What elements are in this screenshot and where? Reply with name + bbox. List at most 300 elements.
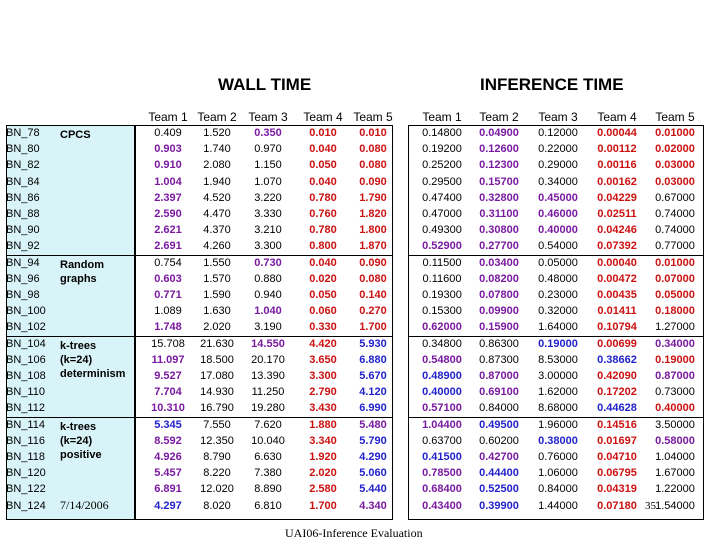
inference-time-cell: 0.77000 (655, 240, 695, 253)
inference-time-cell: 0.68400 (422, 483, 462, 496)
wall-header-team-4: Team 4 (303, 110, 343, 124)
inference-time-cell: 0.41500 (422, 451, 462, 463)
inference-time-cell: 0.44400 (479, 467, 519, 480)
inference-time-cell: 0.12000 (538, 127, 578, 139)
network-name (6, 483, 134, 495)
wall-time-cell: 1.070 (254, 175, 282, 188)
inference-time-cell: 0.57100 (422, 402, 462, 415)
wall-time-cell: 3.300 (254, 240, 282, 253)
inference-time-cell: 0.87000 (655, 370, 695, 382)
wall-time-cell: 0.010 (309, 127, 337, 139)
inference-time-cell: 0.43400 (422, 499, 462, 512)
wall-time-cell: 6.880 (359, 353, 387, 366)
wall-time-cell: 5.670 (359, 370, 387, 382)
wall-time-cell: 14.550 (251, 337, 285, 350)
wall-time-cell: 0.080 (359, 272, 387, 285)
inference-time-cell: 0.19000 (655, 353, 695, 366)
inference-time-cell: 0.29000 (538, 159, 578, 172)
network-name-label: BN_116 (6, 434, 45, 447)
wall-time-cell: 3.210 (254, 224, 282, 237)
inference-time-cell: 0.29500 (422, 175, 462, 188)
wall-time-cell: 0.010 (359, 127, 387, 139)
network-name-label: BN_118 (6, 451, 45, 463)
network-name-label: BN_90 (6, 224, 40, 237)
wall-time-cell: 4.520 (203, 191, 231, 204)
inference-time-cell: 0.45000 (538, 191, 578, 204)
wall-time-cell: 0.409 (154, 127, 182, 139)
wall-time-cell: 0.090 (359, 175, 387, 188)
inference-time-cell: 0.49300 (422, 224, 462, 237)
inference-time-cell: 0.01000 (655, 127, 695, 139)
network-name (6, 321, 134, 333)
wall-time-cell: 13.390 (251, 370, 285, 382)
wall-time-cell: 0.730 (254, 256, 282, 269)
inference-time-cell: 0.39900 (479, 499, 519, 512)
inference-time-cell: 0.22000 (538, 143, 578, 156)
group-separator (134, 417, 392, 418)
wall-time-cell: 0.903 (154, 143, 182, 156)
network-name (6, 208, 134, 220)
inference-time-cell: 8.68000 (538, 402, 578, 415)
inference-time-cell: 0.34800 (422, 337, 462, 350)
wall-time-cell: 3.330 (254, 208, 282, 220)
wall-time-cell: 11.250 (251, 386, 285, 399)
group-separator (408, 336, 703, 337)
network-name (6, 159, 134, 171)
network-name-label: BN_84 (6, 175, 40, 188)
wall-time-cell: 3.650 (309, 353, 337, 366)
wall-time-cell: 2.691 (154, 240, 182, 253)
group-separator (408, 417, 703, 418)
network-name-label: BN_82 (6, 159, 40, 172)
network-name (6, 240, 134, 252)
footer-date: 7/14/2006 (60, 498, 109, 512)
wall-time-cell: 1.630 (203, 305, 231, 318)
network-name-label: BN_106 (6, 353, 46, 366)
wall-time-cell: 9.527 (154, 370, 182, 382)
inference-time-cell: 0.25200 (422, 159, 462, 172)
wall-time-cell: 0.771 (154, 289, 182, 301)
network-name (6, 143, 134, 155)
inference-time-cell: 0.00162 (597, 175, 637, 188)
wall-time-cell: 4.370 (203, 224, 231, 237)
wall-time-cell: 0.270 (359, 305, 387, 318)
wall-time-cell: 0.350 (254, 127, 282, 139)
wall-time-cell: 10.040 (251, 434, 285, 447)
wall-time-cell: 7.550 (203, 418, 231, 431)
inference-time-cell: 0.07000 (655, 272, 695, 285)
inference-time-cell: 0.14800 (422, 127, 462, 139)
wall-time-cell: 19.280 (251, 402, 285, 415)
inference-time-cell: 1.22000 (655, 483, 695, 496)
network-name-label: BN_80 (6, 143, 40, 156)
inference-time-cell: 0.23000 (538, 289, 578, 301)
inference-time-cell: 0.18000 (655, 305, 695, 318)
wall-time-cell: 5.060 (359, 467, 387, 480)
inference-time-cell: 1.62000 (538, 386, 578, 399)
inference-time-cell: 0.34000 (655, 337, 695, 350)
wall-time-cell: 2.590 (154, 208, 182, 220)
inference-time-cell: 0.03400 (479, 256, 519, 269)
inference-time-cell: 0.12600 (479, 143, 519, 156)
wall-time-cell: 0.800 (309, 240, 337, 253)
wall-time-cell: 8.020 (203, 499, 231, 512)
inference-time-cell: 1.27000 (655, 321, 695, 334)
benchmark-group-label: Random graphs (60, 258, 104, 285)
network-name (6, 176, 134, 188)
inference-time-cell: 0.48000 (538, 272, 578, 285)
wall-time-cell: 17.080 (200, 370, 234, 382)
inference-time-cell: 3.50000 (655, 418, 695, 431)
group-separator (6, 336, 136, 337)
inference-time-cell: 0.27700 (479, 240, 519, 253)
inference-time-cell: 0.76000 (538, 451, 578, 463)
inference-time-cell: 0.87000 (479, 370, 519, 382)
wall-time-cell: 4.290 (359, 451, 387, 463)
inference-time-cell: 0.40000 (538, 224, 578, 237)
inference-time-cell: 0.04246 (597, 224, 637, 237)
wall-time-cell: 1.740 (203, 143, 231, 156)
inference-time-cell: 0.52500 (479, 483, 519, 496)
inference-time-cell: 0.32000 (538, 305, 578, 318)
inference-time-title: INFERENCE TIME (480, 75, 624, 94)
wall-time-cell: 0.090 (359, 256, 387, 269)
inference-time-cell: 0.84000 (538, 483, 578, 496)
inference-time-cell: 0.38000 (538, 434, 578, 447)
network-name (6, 305, 134, 317)
wall-header-team-2: Team 2 (197, 110, 237, 124)
inference-time-cell: 0.02511 (597, 208, 637, 220)
wall-time-cell: 4.260 (203, 240, 231, 253)
wall-time-cell: 4.470 (203, 208, 231, 220)
inference-time-cell: 0.40000 (655, 402, 695, 415)
inference-time-cell: 0.00699 (597, 337, 637, 350)
wall-time-cell: 1.940 (203, 175, 231, 188)
wall-header-team-5: Team 5 (353, 110, 393, 124)
inference-time-cell: 0.06795 (597, 467, 637, 480)
wall-time-cell: 0.080 (359, 159, 387, 172)
wall-time-cell: 15.708 (151, 337, 185, 350)
inference-time-cell: 0.00116 (597, 159, 637, 172)
wall-time-cell: 6.990 (359, 402, 387, 415)
group-separator (408, 255, 703, 256)
wall-time-cell: 1.920 (309, 451, 337, 463)
network-name-label: BN_88 (6, 208, 40, 220)
wall-time-cell: 4.340 (359, 499, 387, 512)
wall-time-cell: 11.097 (151, 353, 185, 366)
wall-time-cell: 7.380 (254, 467, 282, 480)
inference-time-cell: 0.32800 (479, 191, 519, 204)
inference-time-cell: 0.30800 (479, 224, 519, 237)
wall-time-cell: 3.300 (309, 370, 337, 382)
inference-time-cell: 0.47000 (422, 208, 462, 220)
inference-time-cell: 0.19300 (422, 289, 462, 301)
inference-header-team-2: Team 2 (479, 110, 519, 124)
inference-time-cell: 0.86300 (479, 337, 519, 350)
wall-time-cell: 6.810 (254, 499, 282, 512)
network-name (6, 224, 134, 236)
wall-time-cell: 1.880 (309, 418, 337, 431)
network-name-label: BN_92 (6, 240, 40, 253)
wall-header-team-3: Team 3 (248, 110, 288, 124)
wall-time-cell: 2.790 (309, 386, 337, 399)
wall-time-cell: 8.790 (203, 451, 231, 463)
network-name (6, 289, 134, 301)
inference-time-cell: 0.52900 (422, 240, 462, 253)
wall-time-cell: 12.350 (200, 434, 234, 447)
inference-time-cell: 0.08200 (479, 272, 519, 285)
wall-time-cell: 1.870 (359, 240, 387, 253)
inference-time-cell: 0.00112 (597, 143, 637, 156)
inference-time-cell: 0.14516 (597, 418, 637, 431)
inference-time-cell: 1.67000 (655, 467, 695, 480)
inference-time-cell: 1.64000 (538, 321, 578, 334)
inference-time-cell: 0.00472 (597, 272, 637, 285)
network-name (6, 467, 134, 479)
network-name-label: BN_100 (6, 305, 46, 318)
wall-time-cell: 1.089 (154, 305, 182, 318)
wall-time-cell: 7.704 (154, 386, 182, 399)
inference-time-cell: 0.87300 (479, 353, 519, 366)
inference-time-cell: 0.07800 (479, 289, 519, 301)
wall-time-cell: 10.310 (151, 402, 185, 415)
wall-time-cell: 8.890 (254, 483, 282, 496)
wall-time-cell: 3.220 (254, 191, 282, 204)
inference-time-cell: 0.04319 (597, 483, 637, 496)
wall-time-cell: 1.820 (359, 208, 387, 220)
wall-time-cell: 1.748 (154, 321, 182, 334)
wall-time-cell: 2.580 (309, 483, 337, 496)
inference-time-cell: 0.00435 (597, 289, 637, 301)
inference-time-cell: 0.69100 (479, 386, 519, 399)
wall-time-cell: 1.004 (154, 175, 182, 188)
wall-time-cell: 5.480 (359, 418, 387, 431)
wall-time-cell: 5.790 (359, 434, 387, 447)
inference-time-cell: 0.31100 (479, 208, 519, 220)
inference-time-cell: 0.15300 (422, 305, 462, 318)
wall-time-cell: 0.140 (359, 289, 387, 301)
inference-time-cell: 0.60200 (479, 434, 519, 447)
inference-time-cell: 0.47400 (422, 191, 462, 204)
benchmark-group-label: k-trees (k=24) determinism (60, 339, 126, 380)
inference-time-cell: 0.01411 (597, 305, 637, 318)
inference-time-cell: 1.04400 (422, 418, 462, 431)
inference-time-cell: 0.54000 (538, 240, 578, 253)
inference-time-cell: 0.09900 (479, 305, 519, 318)
inference-time-cell: 0.42700 (479, 451, 519, 463)
wall-time-cell: 5.930 (359, 337, 387, 350)
inference-time-cell: 0.17202 (597, 386, 637, 399)
wall-time-cell: 1.150 (254, 159, 282, 172)
inference-time-cell: 0.11500 (422, 256, 462, 269)
wall-time-cell: 2.080 (203, 159, 231, 172)
inference-time-cell: 0.44628 (597, 402, 637, 415)
wall-time-cell: 2.621 (154, 224, 182, 237)
inference-time-cell: 0.78500 (422, 467, 462, 480)
inference-time-cell: 1.54000 (655, 499, 695, 512)
inference-header-team-1: Team 1 (422, 110, 462, 124)
inference-time-cell: 0.04900 (479, 127, 519, 139)
wall-time-cell: 6.630 (254, 451, 282, 463)
inference-time-cell: 0.49500 (479, 418, 519, 431)
wall-time-cell: 4.420 (309, 337, 337, 350)
wall-time-cell: 0.780 (309, 191, 337, 204)
network-name-label: BN_98 (6, 289, 40, 301)
wall-time-cell: 0.970 (254, 143, 282, 156)
network-name-label: BN_110 (6, 386, 45, 399)
inference-time-cell: 0.00040 (597, 256, 637, 269)
inference-header-team-5: Team 5 (655, 110, 695, 124)
wall-time-cell: 0.603 (154, 272, 182, 285)
inference-time-cell: 0.67000 (655, 191, 695, 204)
inference-time-cell: 0.73000 (655, 386, 695, 399)
wall-time-cell: 4.926 (154, 451, 182, 463)
wall-time-cell: 0.060 (309, 305, 337, 318)
inference-time-cell: 1.44000 (538, 499, 578, 512)
inference-time-cell: 0.58000 (655, 434, 695, 447)
group-separator (6, 417, 136, 418)
wall-time-cell: 4.297 (154, 499, 182, 512)
inference-time-cell: 0.05000 (538, 256, 578, 269)
network-name-label: BN_94 (6, 256, 40, 269)
wall-time-cell: 18.500 (200, 353, 234, 366)
inference-time-cell: 0.04710 (597, 451, 637, 463)
network-name-label: BN_120 (6, 467, 46, 480)
inference-time-cell: 0.19000 (538, 337, 578, 350)
inference-header-team-3: Team 3 (538, 110, 578, 124)
wall-time-cell: 1.590 (203, 289, 231, 301)
inference-time-cell: 0.11600 (422, 272, 462, 285)
wall-time-cell: 1.550 (203, 256, 231, 269)
group-separator (6, 255, 136, 256)
wall-time-cell: 5.345 (154, 418, 182, 431)
benchmark-group-label: CPCS (60, 129, 91, 141)
wall-time-cell: 0.940 (254, 289, 282, 301)
inference-time-cell: 3.00000 (538, 370, 578, 382)
inference-time-cell: 0.38662 (597, 353, 637, 366)
network-name-label: BN_108 (6, 370, 46, 382)
wall-time-cell: 0.880 (254, 272, 282, 285)
inference-time-cell: 0.15900 (479, 321, 519, 334)
inference-time-cell: 0.40000 (422, 386, 462, 399)
inference-time-cell: 0.84000 (479, 402, 519, 415)
wall-time-cell: 1.570 (203, 272, 231, 285)
network-name-label: BN_122 (6, 483, 46, 496)
inference-time-cell: 0.34000 (538, 175, 578, 188)
wall-time-cell: 0.050 (309, 159, 337, 172)
inference-time-cell: 0.48900 (422, 370, 462, 382)
network-name-label: BN_78 (6, 127, 40, 139)
wall-time-cell: 5.457 (154, 467, 182, 480)
group-separator (134, 255, 392, 256)
inference-time-cell: 0.03000 (655, 159, 695, 172)
wall-time-cell: 0.040 (309, 175, 337, 188)
wall-time-cell: 0.020 (309, 272, 337, 285)
network-name-label: BN_96 (6, 272, 40, 285)
wall-time-cell: 0.780 (309, 224, 337, 237)
inference-time-cell: 0.00044 (597, 127, 637, 139)
inference-time-cell: 0.63700 (422, 434, 462, 447)
wall-time-cell: 5.440 (359, 483, 387, 496)
inference-time-cell: 0.42090 (597, 370, 637, 382)
wall-time-cell: 16.790 (200, 402, 234, 415)
wall-time-cell: 1.520 (203, 127, 231, 139)
inference-time-cell: 0.02000 (655, 143, 695, 156)
wall-time-cell: 0.910 (154, 159, 182, 172)
footer-title: UAI06-Inference Evaluation (285, 526, 423, 540)
inference-time-cell: 0.01697 (597, 434, 637, 447)
inference-time-cell: 0.62000 (422, 321, 462, 334)
network-name-label: BN_112 (6, 402, 45, 415)
wall-time-cell: 20.170 (251, 353, 285, 366)
inference-time-cell: 0.05000 (655, 289, 695, 301)
wall-time-cell: 21.630 (200, 337, 234, 350)
inference-time-cell: 0.74000 (655, 208, 695, 220)
inference-time-cell: 0.74000 (655, 224, 695, 237)
inference-time-cell: 0.07180 (597, 499, 637, 512)
wall-header-team-1: Team 1 (148, 110, 188, 124)
wall-time-cell: 0.754 (154, 256, 182, 269)
wall-time-cell: 0.760 (309, 208, 337, 220)
wall-time-cell: 0.040 (309, 256, 337, 269)
wall-time-title: WALL TIME (218, 75, 312, 94)
wall-time-cell: 2.397 (154, 191, 182, 204)
inference-time-cell: 0.01000 (655, 256, 695, 269)
network-name (6, 402, 134, 414)
wall-time-cell: 0.330 (309, 321, 337, 334)
network-name (6, 192, 134, 204)
wall-time-cell: 1.790 (359, 191, 387, 204)
network-name (6, 500, 134, 512)
wall-time-cell: 3.340 (309, 434, 337, 447)
wall-time-cell: 4.120 (359, 386, 387, 399)
page-number: 35 (645, 500, 656, 512)
inference-time-cell: 0.07392 (597, 240, 637, 253)
inference-time-cell: 1.96000 (538, 418, 578, 431)
inference-time-cell: 0.46000 (538, 208, 578, 220)
wall-time-cell: 2.020 (203, 321, 231, 334)
wall-time-cell: 14.930 (200, 386, 234, 399)
inference-time-cell: 8.53000 (538, 353, 578, 366)
wall-time-cell: 12.020 (200, 483, 234, 496)
wall-time-cell: 0.040 (309, 143, 337, 156)
wall-time-cell: 0.050 (309, 289, 337, 301)
inference-header-team-4: Team 4 (597, 110, 637, 124)
inference-time-cell: 1.06000 (538, 467, 578, 480)
wall-time-cell: 1.700 (359, 321, 387, 334)
inference-time-cell: 0.04229 (597, 191, 637, 204)
inference-time-cell: 0.54800 (422, 353, 462, 366)
wall-time-cell: 3.430 (309, 402, 337, 415)
benchmark-group-label: k-trees (k=24) positive (60, 420, 102, 461)
inference-time-cell: 0.12300 (479, 159, 519, 172)
inference-time-cell: 0.10794 (597, 321, 637, 334)
wall-time-cell: 8.592 (154, 434, 182, 447)
wall-time-cell: 0.080 (359, 143, 387, 156)
network-name-label: BN_102 (6, 321, 46, 334)
wall-time-cell: 7.620 (254, 418, 282, 431)
inference-time-cell: 0.19200 (422, 143, 462, 156)
wall-time-cell: 1.040 (254, 305, 282, 318)
wall-time-cell: 1.700 (309, 499, 337, 512)
wall-time-cell: 3.190 (254, 321, 282, 334)
inference-time-cell: 0.03000 (655, 175, 695, 188)
wall-time-cell: 8.220 (203, 467, 231, 480)
network-name-label: BN_104 (6, 337, 46, 350)
wall-time-cell: 6.891 (154, 483, 182, 496)
network-name (6, 386, 134, 398)
network-name-label: BN_124 (6, 499, 46, 512)
